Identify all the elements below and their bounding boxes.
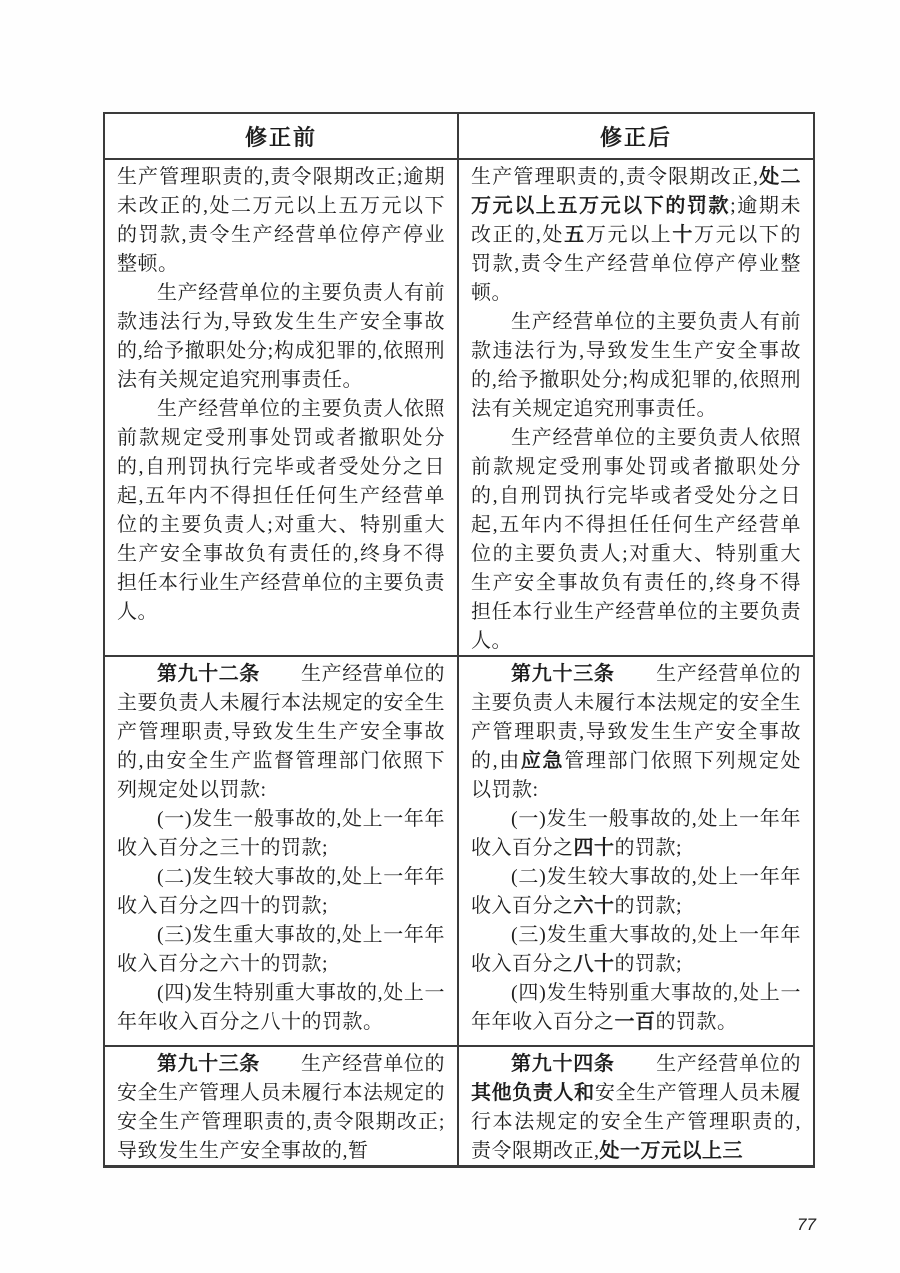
header-after-amendment: 修正后 bbox=[599, 124, 672, 150]
cell-before-row1 bbox=[105, 160, 459, 655]
paragraph: 生产管理职责的,责令限期改正;逾期未改正的,处二万元以上五万元以下的罚款,责令生产经营单位停产停业整顿。 bbox=[117, 166, 445, 275]
cell-after-row2 bbox=[459, 657, 813, 1045]
paragraph: 生产经营单位的主要负责人依照前款规定受刑事处罚或者撤职处分的,自刑罚执行完毕或者受处分之日起,五年内不得担任任何生产经营单位的主要负责人;对重大、特别重大生产安全事故负有责任的,终身不得担任本行业生产经营单位的主要负责人。 bbox=[117, 398, 445, 623]
page-number: 77 bbox=[797, 1215, 816, 1234]
paragraph: 第九十四条 生产经营单位的其他负责人和安全生产管理人员未履行本法规定的安全生产管理职责的,责令限期改正,处一万元以上三 bbox=[471, 1053, 802, 1162]
paragraph: (三)发生重大事故的,处上一年年收入百分之六十的罚款; bbox=[117, 924, 445, 975]
table-row bbox=[105, 160, 813, 657]
paragraph: (四)发生特别重大事故的,处上一年年收入百分之一百的罚款。 bbox=[471, 982, 801, 1033]
paragraph: 第九十二条 生产经营单位的主要负责人未履行本法规定的安全生产管理职责,导致发生生产安全事故的,由安全生产监督管理部门依照下列规定处以罚款: bbox=[117, 663, 446, 801]
paragraph: 第九十三条 生产经营单位的主要负责人未履行本法规定的安全生产管理职责,导致发生生产安全事故的,由应急管理部门依照下列规定处以罚款: bbox=[471, 663, 802, 801]
paragraph: (一)发生一般事故的,处上一年年收入百分之三十的罚款; bbox=[117, 808, 445, 859]
paragraph: (二)发生较大事故的,处上一年年收入百分之六十的罚款; bbox=[471, 866, 801, 917]
cell-before-row3 bbox=[105, 1047, 459, 1165]
table-row bbox=[105, 1047, 813, 1165]
paragraph: (一)发生一般事故的,处上一年年收入百分之四十的罚款; bbox=[471, 808, 801, 859]
table-header-row bbox=[105, 114, 813, 160]
paragraph: 生产管理职责的,责令限期改正,处二万元以上五万元以下的罚款;逾期未改正的,处五万元以上十万元以下的罚款,责令生产经营单位停产停业整顿。 bbox=[471, 166, 802, 304]
paragraph: (四)发生特别重大事故的,处上一年年收入百分之八十的罚款。 bbox=[117, 982, 445, 1033]
paragraph: 生产经营单位的主要负责人有前款违法行为,导致发生生产安全事故的,给予撤职处分;构成犯罪的,依照刑法有关规定追究刑事责任。 bbox=[117, 282, 445, 391]
paragraph: (三)发生重大事故的,处上一年年收入百分之八十的罚款; bbox=[471, 924, 801, 975]
cell-after-row3 bbox=[459, 1047, 813, 1165]
paragraph: 第九十三条 生产经营单位的安全生产管理人员未履行本法规定的安全生产管理职责的,责令限期改正;导致发生生产安全事故的,暂 bbox=[117, 1053, 446, 1162]
header-before-amendment: 修正前 bbox=[105, 114, 459, 158]
cell-before-row2 bbox=[105, 657, 459, 1045]
amendment-comparison-table bbox=[103, 112, 815, 1168]
paragraph: (二)发生较大事故的,处上一年年收入百分之四十的罚款; bbox=[117, 866, 445, 917]
cell-after-row1 bbox=[459, 160, 813, 655]
table-row bbox=[105, 657, 813, 1047]
paragraph: 生产经营单位的主要负责人依照前款规定受刑事处罚或者撤职处分的,自刑罚执行完毕或者受处分之日起,五年内不得担任任何生产经营单位的主要负责人;对重大、特别重大生产安全事故负有责任的,终身不得担任本行业生产经营单位的主要负责人。 bbox=[471, 427, 801, 652]
paragraph: 生产经营单位的主要负责人有前款违法行为,导致发生生产安全事故的,给予撤职处分;构成犯罪的,依照刑法有关规定追究刑事责任。 bbox=[471, 311, 801, 420]
